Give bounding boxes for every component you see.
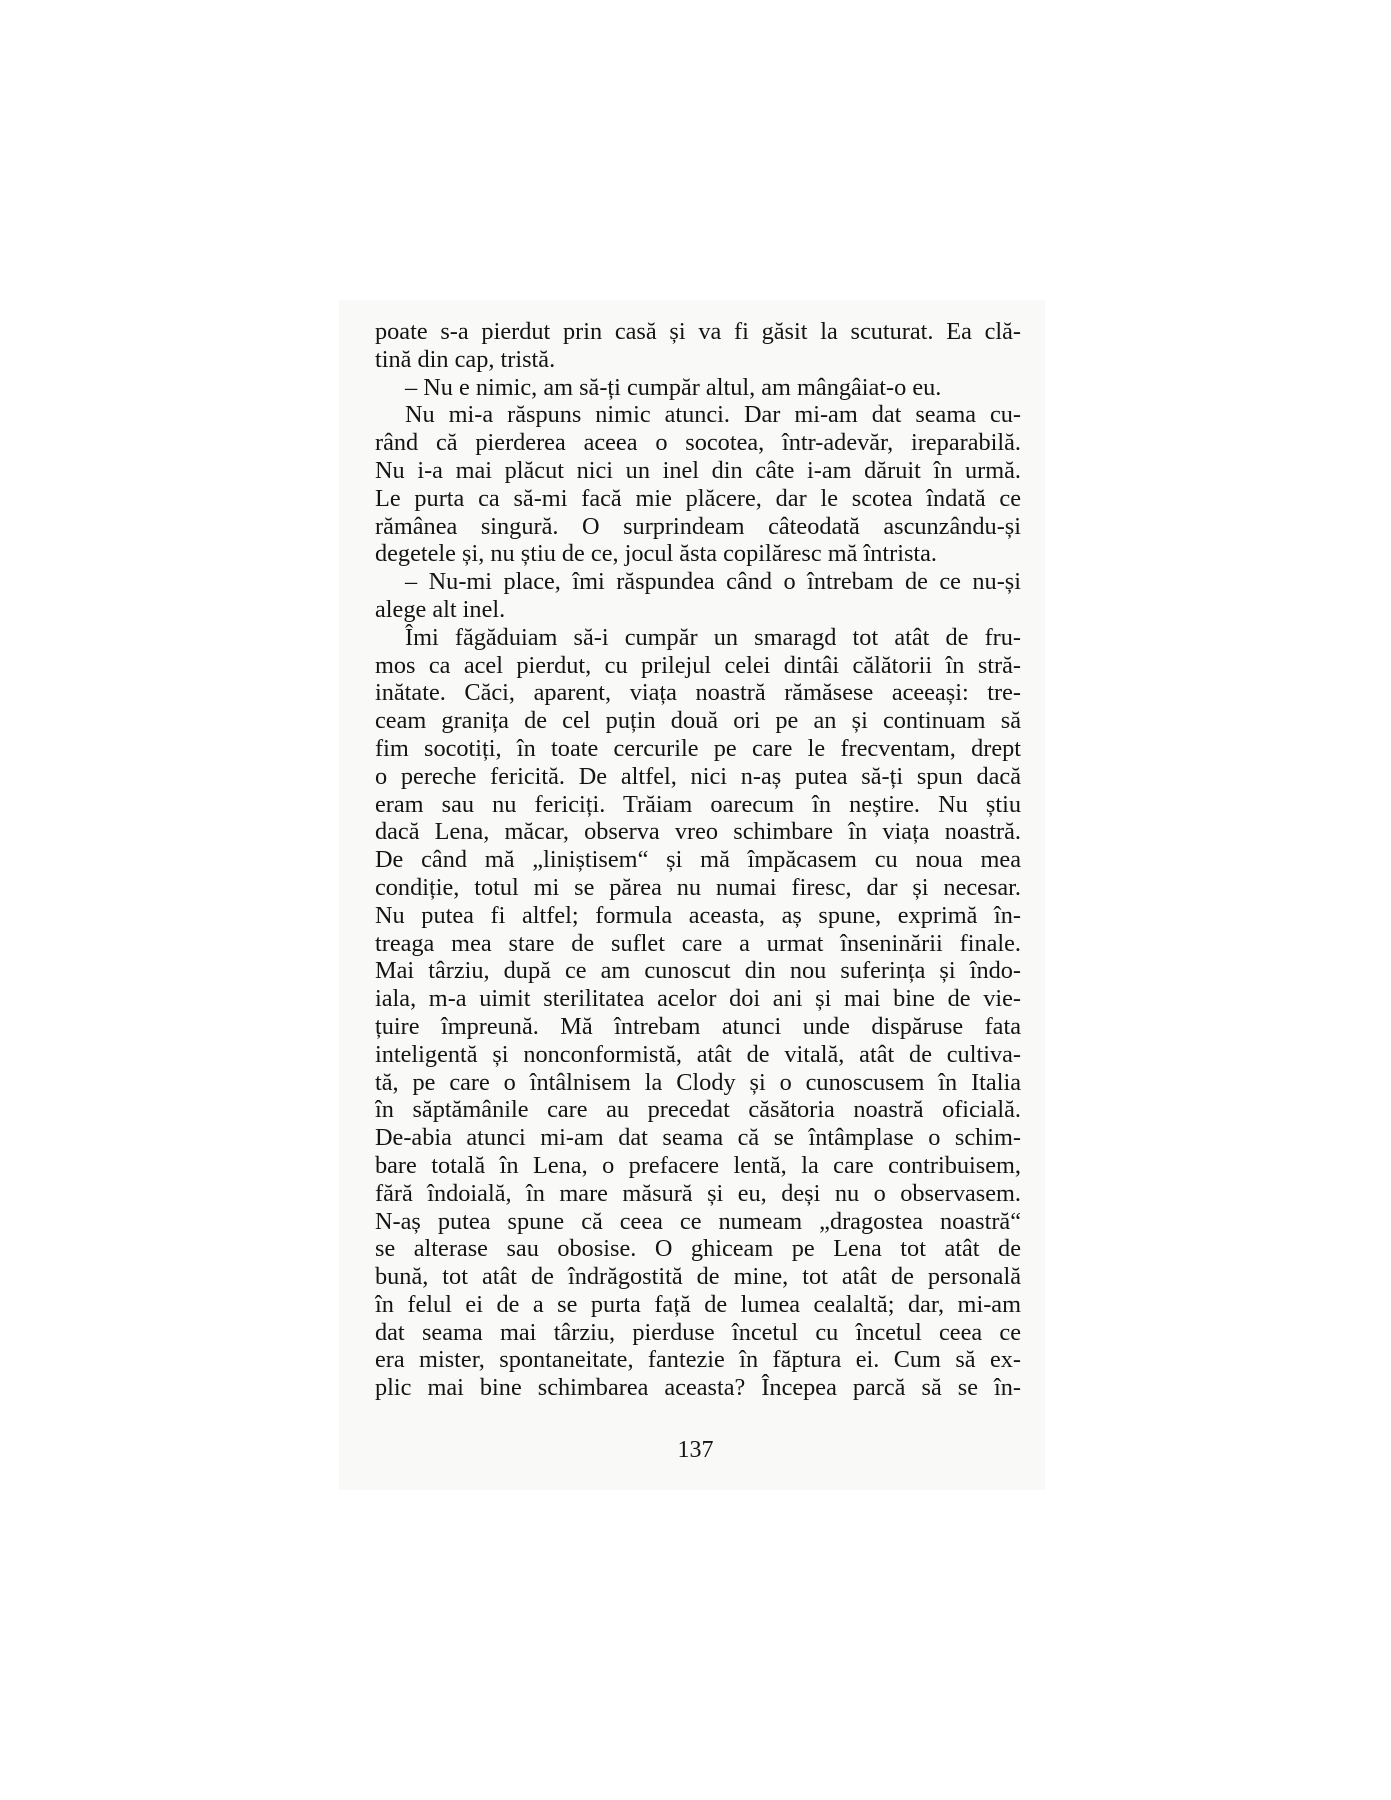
text-line: Nu mi-a răspuns nimic atunci. Dar mi-am dat seama cu- bbox=[405, 401, 1021, 429]
text-line: poate s-a pierdut prin casă și va fi găsit la scuturat. Ea clă- bbox=[375, 318, 1021, 345]
text-line: De când mă „liniștisem“ și mă împăcasem cu noua mea bbox=[375, 846, 1021, 874]
text-line: inteligentă și nonconformistă, atât de vitală, atât de cultiva- bbox=[375, 1040, 1021, 1068]
text-line: în felul ei de a se purta față de lumea cealaltă; dar, mi-am bbox=[375, 1290, 1021, 1318]
text-line: condiție, totul mi se părea nu numai firesc, dar și necesar. bbox=[375, 873, 1021, 901]
text-line: în săptămânile care au precedat căsătoria noastră oficială. bbox=[375, 1096, 1021, 1124]
text-line: fim socotiți, în toate cercurile pe care le frecventam, drept bbox=[375, 734, 1021, 762]
text-line: era mister, spontaneitate, fantezie în făptura ei. Cum să ex- bbox=[375, 1346, 1021, 1374]
text-line: plic mai bine schimbarea aceasta? Începea parcă să se în- bbox=[375, 1374, 1021, 1402]
text-line: țuire împreună. Mă întrebam atunci unde dispăruse fata bbox=[375, 1012, 1021, 1040]
text-line: De-abia atunci mi-am dat seama că se întâmplase o schim- bbox=[375, 1124, 1021, 1152]
text-line: – Nu e nimic, am să-ți cumpăr altul, am mângâiat-o eu. bbox=[405, 373, 942, 401]
text-line: Mai târziu, după ce am cunoscut din nou suferința și îndo- bbox=[375, 957, 1021, 985]
text-line: tină din cap, tristă. bbox=[375, 345, 556, 373]
body-text bbox=[375, 318, 1021, 1402]
text-line: Nu putea fi altfel; formula aceasta, aș spune, exprimă în- bbox=[375, 901, 1021, 929]
text-line: iala, m-a uimit sterilitatea acelor doi ani și mai bine de vie- bbox=[375, 985, 1021, 1013]
text-line: Le purta ca să-mi facă mie plăcere, dar le scotea îndată ce bbox=[375, 484, 1021, 512]
text-line: se alterase sau obosise. O ghiceam pe Lena tot atât de bbox=[375, 1235, 1021, 1263]
text-line: mos ca acel pierdut, cu prilejul celei dintâi călătorii în stră- bbox=[375, 651, 1021, 679]
text-line: inătate. Căci, aparent, viața noastră rămăsese aceeași: tre- bbox=[375, 679, 1021, 707]
text-line: dacă Lena, măcar, observa vreo schimbare în viața noastră. bbox=[375, 818, 1021, 846]
page-number: 137 bbox=[677, 1437, 714, 1463]
text-line: bare totală în Lena, o prefacere lentă, la care contribuisem, bbox=[375, 1151, 1021, 1179]
text-line: alege alt inel. bbox=[375, 595, 506, 623]
text-line: eram sau nu fericiți. Trăiam oarecum în neștire. Nu știu bbox=[375, 790, 1021, 818]
text-line: fără îndoială, în mare măsură și eu, deși nu o observasem. bbox=[375, 1179, 1021, 1207]
text-line: o pereche fericită. De altfel, nici n-aș putea să-ți spun dacă bbox=[375, 762, 1021, 790]
text-line: rămânea singură. O surprindeam câteodată ascunzându-și bbox=[375, 512, 1021, 540]
text-line: degetele și, nu știu de ce, jocul ăsta copilăresc mă întrista. bbox=[375, 540, 938, 568]
text-line: rând că pierderea aceea o socotea, într-adevăr, ireparabilă. bbox=[375, 429, 1021, 457]
text-line: ceam granița de cel puțin două ori pe an și continuam să bbox=[375, 707, 1021, 735]
text-line: bună, tot atât de îndrăgostită de mine, tot atât de personală bbox=[375, 1263, 1021, 1291]
text-line: Îmi făgăduiam să-i cumpăr un smaragd tot atât de fru- bbox=[405, 623, 1021, 651]
text-line: – Nu-mi place, îmi răspundea când o întrebam de ce nu-și bbox=[405, 568, 1021, 596]
text-line: N-aș putea spune că ceea ce numeam „dragostea noastră“ bbox=[375, 1207, 1021, 1235]
text-line: dat seama mai târziu, pierduse încetul cu încetul ceea ce bbox=[375, 1318, 1021, 1346]
text-line: treaga mea stare de suflet care a urmat înseninării finale. bbox=[375, 929, 1021, 957]
text-line: Nu i-a mai plăcut nici un inel din câte i-am dăruit în urmă. bbox=[375, 456, 1021, 484]
text-line: tă, pe care o întâlnisem la Clody și o cunoscusem în Italia bbox=[375, 1068, 1021, 1096]
